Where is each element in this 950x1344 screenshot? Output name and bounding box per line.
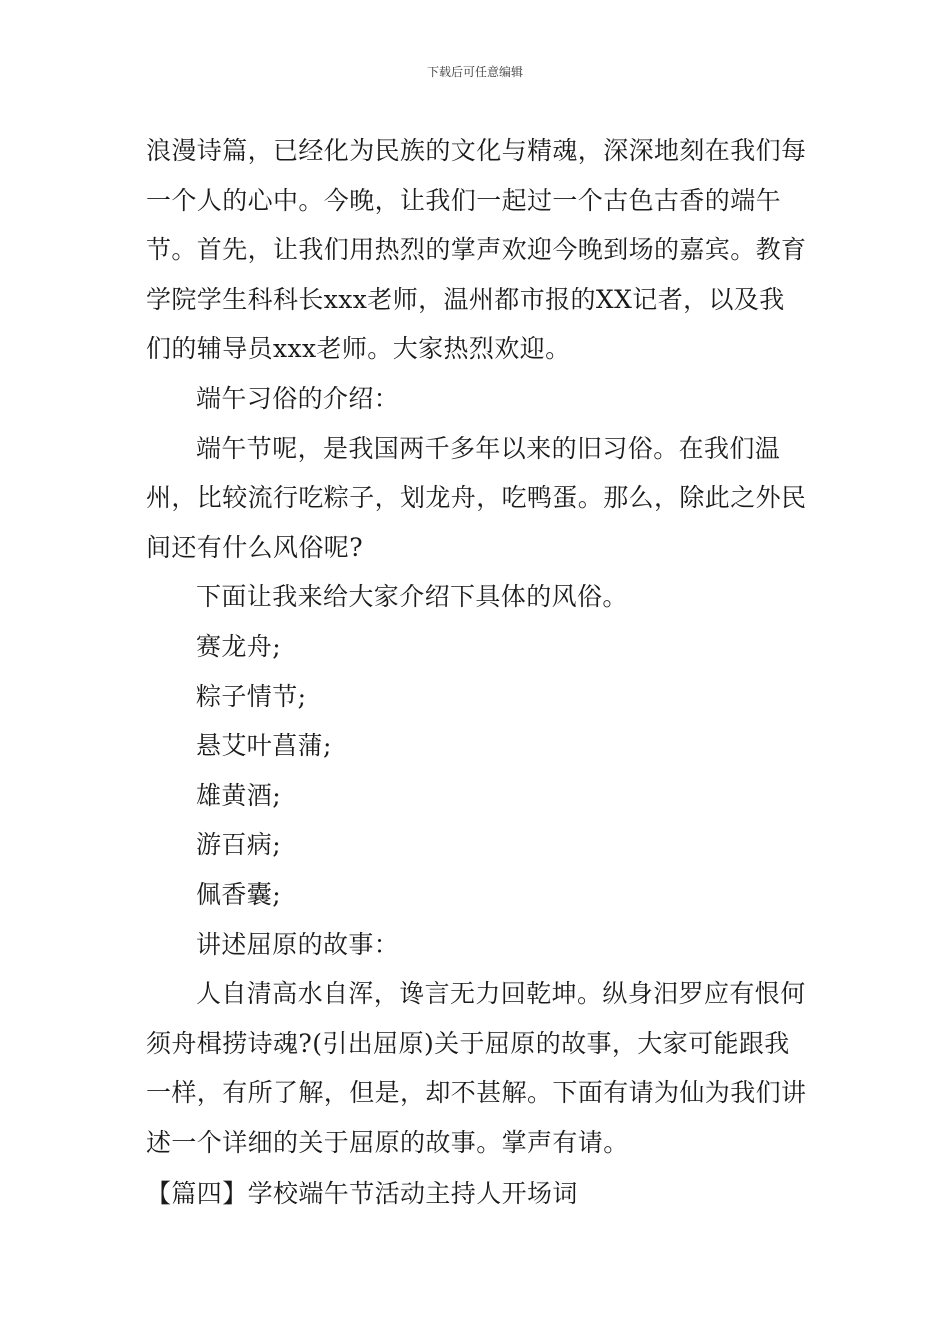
custom-item-dragon-boat: 赛龙舟; xyxy=(196,631,282,661)
customs-lead: 下面让我来给大家介绍下具体的风俗。 xyxy=(196,582,628,612)
custom-item-realgar-wine: 雄黄酒; xyxy=(196,780,282,810)
custom-item-sachet: 佩香囊; xyxy=(196,879,282,909)
intro-paragraph: 浪漫诗篇，已经化为民族的文化与精魂，深深地刻在我们每一个人的心中。今晚，让我们一起过一个古色古香的端午节。首先，让我们用热烈的掌声欢迎今晚到场的嘉宾。教育学院学生科科长xxx老师，温州都市报的XX记者，以及我们的辅导员xxx老师。大家热烈欢迎。 xyxy=(146,136,807,364)
story-paragraph: 人自清高水自浑，谗言无力回乾坤。纵身汨罗应有恨何须舟楫捞诗魂?(引出屈原)关于屈原的故事，大家可能跟我一样，有所了解，但是，却不甚解。下面有请为仙为我们讲述一个详细的关于屈原的故事。掌声有请。 xyxy=(146,979,807,1157)
customs-title: 端午习俗的介绍： xyxy=(196,383,400,413)
page-header-note: 下载后可任意编辑 xyxy=(426,65,523,79)
custom-item-walk: 游百病; xyxy=(196,830,282,860)
custom-item-mugwort: 悬艾叶菖蒲; xyxy=(196,731,332,761)
custom-item-zongzi: 粽子情节; xyxy=(196,681,307,711)
customs-paragraph: 端午节呢，是我国两千多年以来的旧习俗。在我们温州，比较流行吃粽子，划龙舟，吃鸭蛋。那么，除此之外民间还有什么风俗呢? xyxy=(146,433,807,562)
section-heading: 【篇四】学校端午节活动主持人开场词 xyxy=(146,1179,578,1209)
document-body xyxy=(146,126,810,1219)
story-title: 讲述屈原的故事： xyxy=(196,929,400,959)
